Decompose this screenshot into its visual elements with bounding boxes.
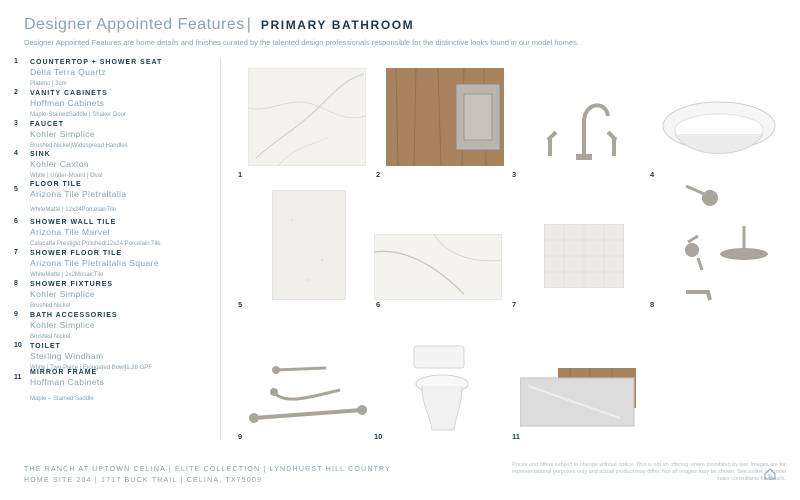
mirror-frame-swatch	[520, 366, 636, 428]
bath-accessories-image	[244, 356, 368, 428]
page-title: Designer Appointed Features	[24, 16, 245, 33]
footer-line-2: HOME SITE 204 | 1717 BUCK TRAIL | CELINA, TX75009	[24, 477, 263, 484]
feature-number: 5	[14, 186, 18, 193]
quartz-swatch	[248, 68, 366, 166]
feature-item-8	[14, 280, 214, 311]
image-label-3: 3	[512, 170, 517, 179]
feature-name: Della Terra Quartz	[30, 67, 107, 77]
title-separator: |	[246, 16, 251, 33]
feature-number: 1	[14, 58, 18, 65]
room-title: PRIMARY BATHROOM	[260, 18, 415, 32]
feature-number: 11	[14, 374, 22, 381]
faucet-image	[536, 92, 626, 162]
feature-detail: White | Two-Piece | Elongated Bowl|1.28 GPF	[30, 365, 152, 371]
footer-disclaimer: Prices and offers subject to change without notice. This is not an offering where prohibited by law. Images are for representational purposes only and actual product may differ. Not all images may be shown. See online or model sales consultants for details.	[511, 462, 786, 482]
column-divider	[220, 58, 221, 440]
feature-item-10	[14, 342, 214, 371]
feature-number: 7	[14, 249, 18, 256]
image-label-4: 4	[650, 170, 655, 179]
image-label-8: 8	[650, 300, 655, 309]
feature-name: Kohler Simplice	[30, 129, 96, 139]
feature-detail: Calacatta Prestigio Polished|12x24 Porcelain Tile	[30, 241, 161, 247]
image-label-5: 5	[238, 300, 243, 309]
feature-detail: WhiteMatte | 2x2MosaicTile	[30, 272, 104, 278]
feature-item-4	[14, 150, 214, 180]
feature-item-9	[14, 311, 214, 342]
mosaic-tile-swatch	[544, 224, 624, 288]
feature-name: Arizona Tile Pietraltalia	[30, 189, 127, 199]
feature-number: 10	[14, 342, 22, 349]
feature-category: BATH ACCESSORIES	[30, 312, 118, 319]
header	[24, 16, 784, 47]
feature-detail: Maple-StainedSaddle | Shaker Door	[30, 112, 126, 118]
equal-housing-icon	[764, 468, 776, 480]
feature-name: Arizona Tile Pietraltalia Square	[30, 258, 160, 268]
feature-name: Sterling Windham	[30, 351, 104, 361]
feature-category: FAUCET	[30, 121, 64, 128]
feature-item-6	[14, 218, 214, 249]
feature-detail: Maple – Stained Saddle	[30, 396, 94, 402]
floor-tile-swatch	[272, 190, 346, 300]
feature-name: Kohler Simplice	[30, 289, 96, 299]
feature-item-2	[14, 89, 214, 120]
toilet-image	[408, 344, 472, 434]
feature-category: TOILET	[30, 343, 61, 350]
feature-name: Kohler Simplice	[30, 320, 96, 330]
feature-list	[14, 58, 214, 402]
shower-fixtures-image	[676, 176, 786, 304]
feature-category: COUNTERTOP + SHOWER SEAT	[30, 59, 163, 66]
image-label-11: 11	[512, 432, 520, 441]
sink-image	[660, 100, 778, 164]
footer-line-1: THE RANCH AT UPTOWN CELINA | ELITE COLLECTION | LYNDHURST HILL COUNTRY	[24, 466, 392, 473]
image-label-7: 7	[512, 300, 517, 309]
feature-category: SHOWER WALL TILE	[30, 219, 117, 226]
feature-item-11	[14, 368, 214, 402]
feature-item-3	[14, 120, 214, 150]
feature-number: 6	[14, 218, 18, 225]
image-label-2: 2	[376, 170, 381, 179]
image-label-10: 10	[374, 432, 383, 441]
footer-address	[24, 464, 391, 486]
feature-category: SHOWER FIXTURES	[30, 281, 114, 288]
wall-tile-swatch	[374, 234, 502, 300]
feature-category: FLOOR TILE	[30, 181, 82, 188]
feature-category: SINK	[30, 151, 51, 158]
feature-detail: Brushed Nickel|Widespread Handles	[30, 143, 128, 149]
image-label-1: 1	[238, 170, 243, 179]
feature-detail: Brushed Nickel	[30, 303, 71, 309]
page-subtitle: Designer Appointed Features are home details and finishes curated by the talented design professionals responsible for the distinctive looks found in our model homes.	[24, 38, 579, 47]
feature-number: 8	[14, 280, 18, 287]
feature-name: Arizona Tile Marvel	[30, 227, 110, 237]
feature-item-7	[14, 249, 214, 280]
image-label-9: 9	[238, 432, 243, 441]
feature-number: 2	[14, 89, 18, 96]
cabinet-swatch	[386, 68, 504, 166]
feature-detail: White | Under-Mount | Oval	[30, 173, 103, 179]
feature-item-5	[14, 180, 214, 218]
feature-number: 9	[14, 311, 18, 318]
feature-name: Hoffman Cabinets	[30, 377, 105, 387]
feature-detail: Brushed Nickel	[30, 334, 71, 340]
image-label-6: 6	[376, 300, 381, 309]
feature-category: SHOWER FLOOR TILE	[30, 250, 123, 257]
feature-name: Kohler Caxton	[30, 159, 90, 169]
feature-item-1	[14, 58, 214, 89]
feature-number: 3	[14, 120, 18, 127]
title-row	[24, 16, 784, 34]
feature-name: Hoffman Cabinets	[30, 98, 105, 108]
feature-category: VANITY CABINETS	[30, 90, 108, 97]
feature-category: MIRROR FRAME	[30, 369, 98, 376]
feature-detail: WhiteMatte | 12x24PorcelainTile	[30, 207, 117, 213]
feature-number: 4	[14, 150, 18, 157]
feature-detail: Plateno | 3cm	[30, 81, 67, 87]
